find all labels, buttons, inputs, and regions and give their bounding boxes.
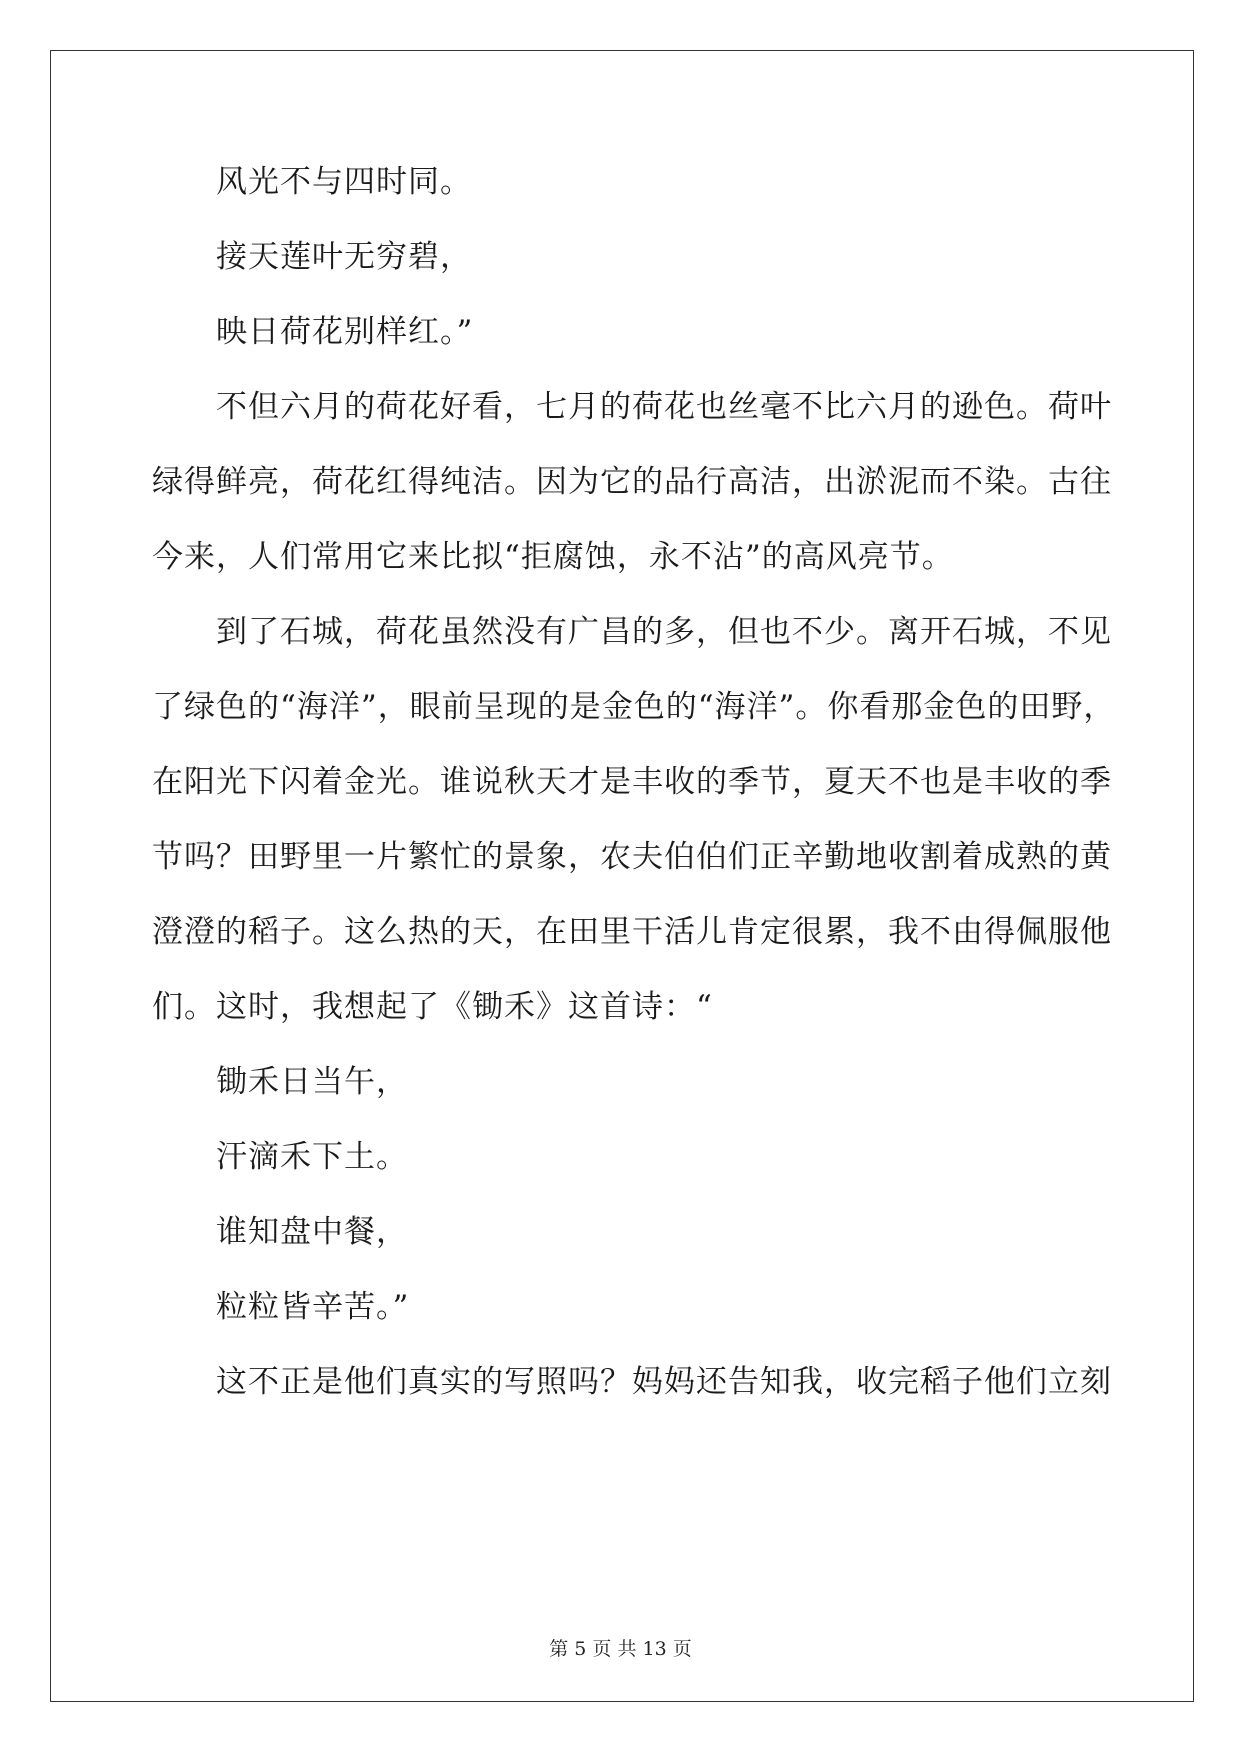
text-line: 汗滴禾下土。 xyxy=(216,1139,408,1175)
text-line: 接天莲叶无穷碧， xyxy=(216,239,472,275)
text-line: 们。这时，我想起了《锄禾》这首诗：“ xyxy=(152,989,713,1025)
text-line: 不但六月的荷花好看，七月的荷花也丝毫不比六月的逊色。荷叶 xyxy=(216,389,1112,425)
text-line: 在阳光下闪着金光。谁说秋天才是丰收的季节，夏天不也是丰收的季 xyxy=(152,764,1112,800)
text-line: 这不正是他们真实的写照吗？妈妈还告知我，收完稻子他们立刻 xyxy=(216,1364,1112,1400)
text-line: 粒粒皆辛苦。” xyxy=(216,1289,410,1325)
text-line: 绿得鲜亮，荷花红得纯洁。因为它的品行高洁，出淤泥而不染。古往 xyxy=(152,464,1112,500)
text-line: 节吗？田野里一片繁忙的景象，农夫伯伯们正辛勤地收割着成熟的黄 xyxy=(152,839,1112,875)
text-line: 了绿色的“海洋”，眼前呈现的是金色的“海洋”。你看那金色的田野， xyxy=(152,689,1116,725)
text-line: 谁知盘中餐， xyxy=(216,1214,408,1250)
text-line: 今来，人们常用它来比拟“拒腐蚀，永不沾”的高风亮节。 xyxy=(152,539,954,575)
text-line: 风光不与四时同。 xyxy=(216,164,472,200)
page-number-footer: 第 5 页 共 13 页 xyxy=(549,1638,692,1660)
text-line: 澄澄的稻子。这么热的天，在田里干活儿肯定很累，我不由得佩服他 xyxy=(152,914,1112,950)
text-line: 锄禾日当午， xyxy=(216,1064,408,1100)
text-line: 到了石城，荷花虽然没有广昌的多，但也不少。离开石城，不见 xyxy=(216,614,1112,650)
text-line: 映日荷花别样红。” xyxy=(216,314,474,350)
